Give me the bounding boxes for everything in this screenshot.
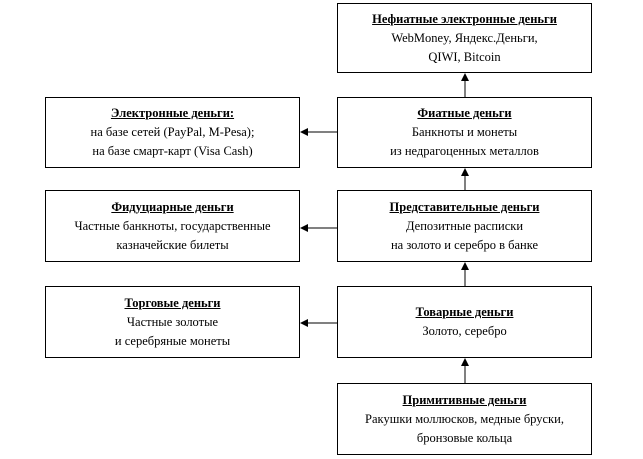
node-title: Нефиатные электронные деньги — [372, 11, 557, 26]
node-line: из недрагоценных металлов — [390, 144, 539, 158]
node-title: Электронные деньги: — [110, 106, 235, 120]
node-line: на золото и серебро в банке — [390, 237, 539, 252]
node-line: бронзовые кольца — [416, 430, 513, 445]
node-title: Представительные деньги — [389, 199, 540, 214]
node-line: Золото, серебро — [422, 324, 507, 338]
node-line: казначейские билеты — [116, 237, 229, 252]
node-title: Фиатные деньги — [417, 106, 512, 120]
node-line: Ракушки моллюсков, медные бруски, — [365, 411, 564, 426]
node-line: на базе смарт-карт (Visa Cash) — [92, 144, 253, 158]
node-line: WebMoney, Яндекс.Деньги, — [391, 30, 538, 45]
node-title: Товарные деньги — [415, 305, 514, 319]
node-title: Примитивные деньги — [402, 392, 527, 407]
node-line: на базе сетей (PayPal, M-Pesa); — [90, 125, 255, 139]
node-line: Частные золотые — [126, 314, 219, 329]
node-title: Торговые деньги — [124, 295, 221, 310]
node-line: и серебряные монеты — [114, 333, 231, 348]
node-title: Фидуциарные деньги — [111, 199, 234, 214]
node-line: QIWI, Bitcoin — [428, 49, 501, 64]
node-line: Банкноты и монеты — [411, 125, 518, 139]
node-line: Депозитные расписки — [405, 218, 524, 233]
node-line: Частные банкноты, государственные — [74, 218, 271, 233]
